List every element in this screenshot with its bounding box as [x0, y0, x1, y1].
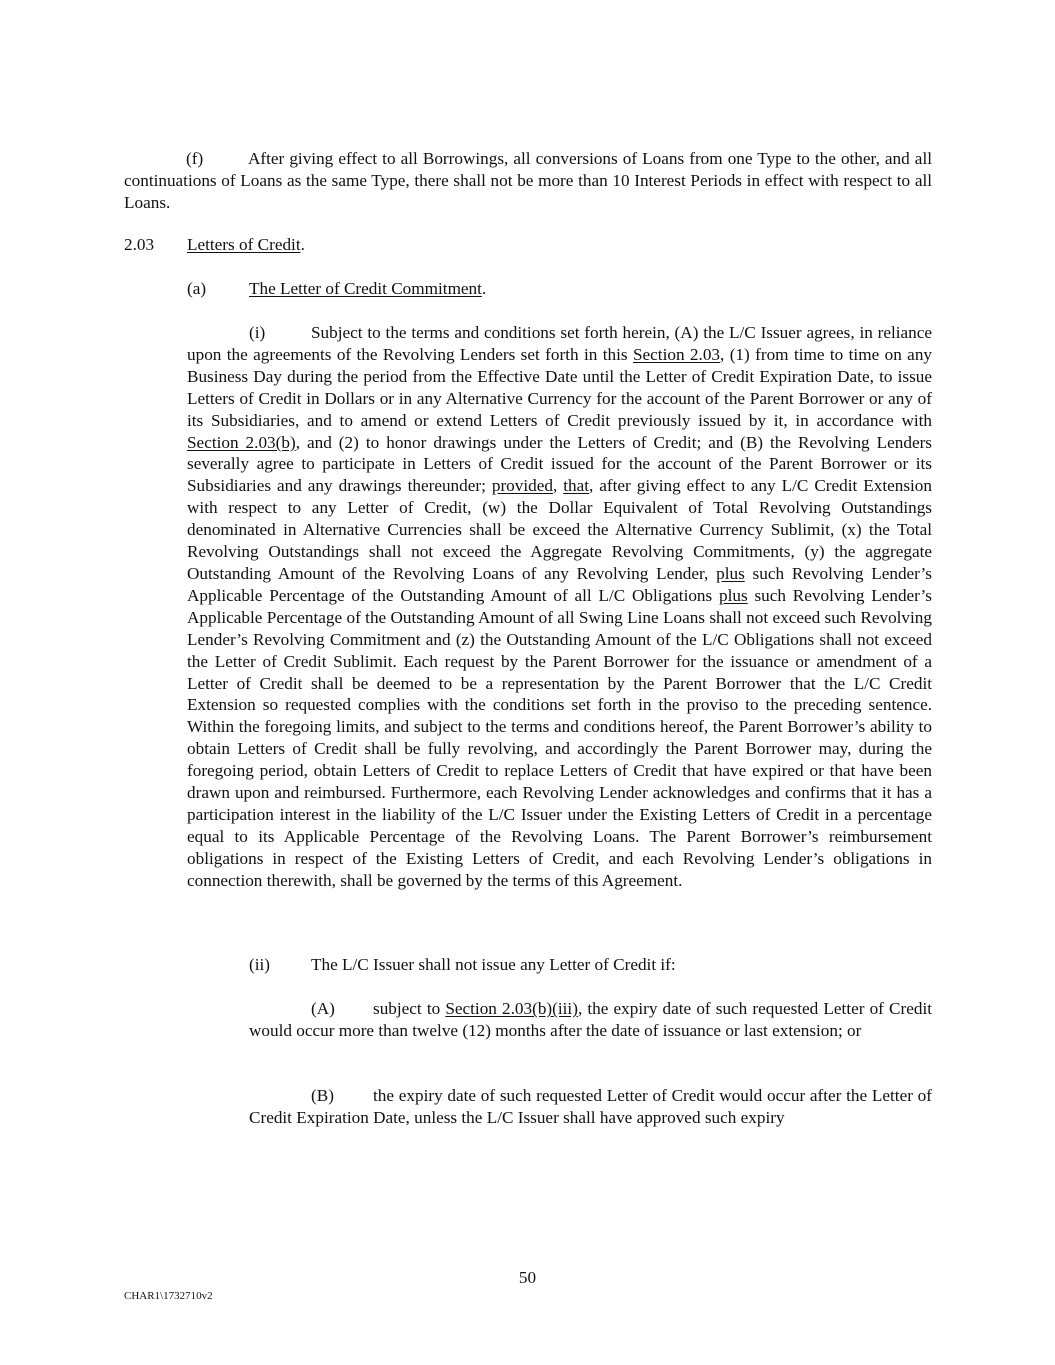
cross-reference: Section 2.03 — [632, 344, 721, 364]
text-segment: , and (2) to honor drawings under the Letters of Credit; and (B) the Revolving Lenders severally agree to participate in Letters of Credit issued for the account of the Parent Borrower or its Subsidiaries and any drawings thereunder; — [187, 432, 932, 496]
defined-term: plus — [716, 563, 745, 583]
section-heading — [124, 234, 932, 256]
page-number: 50 — [518, 1268, 537, 1287]
section-number: 2.03 — [124, 235, 155, 254]
paragraph-label: (B) — [311, 1086, 334, 1105]
cross-reference: Section 2.03(b) — [187, 432, 296, 452]
paragraph-text: The L/C Issuer shall not issue any Letter of Credit if: — [311, 955, 676, 974]
paragraph-ii — [249, 954, 932, 976]
paragraph-text: the expiry date of such requested Letter of Credit would occur after the Letter of Credit Expiration Date, unless the L/C Issuer shall have approved such expiry — [249, 1086, 932, 1127]
paragraph-label: (ii) — [249, 955, 270, 974]
paragraph-label: (f) — [186, 149, 204, 168]
text-segment: , the expiry date of such requested Letter of Credit would occur more than twelve (12) months after the date of issuance or last extension; or — [249, 999, 932, 1040]
text-segment: , (1) from time to time on any Business Day during the period from the Effective Date until the Letter of Credit Expiration Date, to issue Letters of Credit in Dollars or in any Alternative Currency for the account of the Parent Borrower or any of its Subsidiaries, and to amend or extend Letters of Credit previously issued by it, in accordance with — [187, 344, 933, 430]
subsection-title-end: . — [481, 279, 487, 298]
text-segment: Subject to the terms and conditions set forth herein, (A) the L/C Issuer agrees, in reliance upon the agreements of the Revolving Lenders set forth in this — [187, 323, 932, 364]
document-id: CHAR1\1732710v2 — [124, 1290, 213, 1302]
paragraph-B — [249, 1085, 932, 1129]
text-segment: , — [552, 476, 564, 496]
defined-term: that — [563, 476, 590, 496]
section-title-end: . — [300, 235, 305, 254]
paragraph-text: After giving effect to all Borrowings, all conversions of Loans from one Type to the other, and all continuations of Loans as the same Type, there shall not be more than 10 Interest Periods in effect with respect to all Loans. — [124, 149, 932, 212]
text-segment: subject to — [373, 999, 446, 1018]
text-segment: , after giving effect to any L/C Credit Extension with respect to any Letter of Credit, (w) the Dollar Equivalent of Total Revolving Outstandings denominated in Alternative Currencies shall be exceed the Alternative Currency Sublimit, (x) the Total Revolving Outstandings shall not exceed the Aggregate Revolving Commitments, (y) the aggregate Outstanding Amount of the Revolving Loans of any Revolving Lender, — [187, 476, 932, 583]
defined-term: plus — [719, 585, 748, 605]
subsection-heading — [187, 278, 932, 300]
text-segment: such Revolving Lender’s Applicable Percentage of the Outstanding Amount of all Swing Line Loans shall not exceed such Revolving Lender’s Revolving Commitment and (z) the Outstanding Amount of the L/C Obligations shall not exceed the Letter of Credit Sublimit. Each request by the Parent Borrower for the issuance or amendment of a Letter of Credit shall be deemed to be a representation by the Parent Borrower that the L/C Credit Extension so requested complies with the conditions set forth in the proviso to the preceding sentence. Within the foregoing limits, and subject to the terms and conditions hereof, the Parent Borrower’s ability to obtain Letters of Credit shall be fully revolving, and accordingly the Parent Borrower may, during the foregoing period, obtain Letters of Credit to replace Letters of Credit that have expired or that have been drawn upon and reimbursed. Furthermore, each Revolving Lender acknowledges and confirms that it has a participation interest in the liability of the L/C Issuer under the Existing Letters of Credit in a percentage equal to its Applicable Percentage of the Revolving Loans. The Parent Borrower’s reimbursement obligations in respect of the Existing Letters of Credit, and each Revolving Lender’s obligations in connection therewith, shall be governed by the terms of this Agreement. — [187, 585, 932, 890]
paragraph-f — [124, 148, 932, 214]
text-segment: such Revolving Lender’s Applicable Percentage of the Outstanding Amount of all L/C Obligations — [187, 563, 932, 605]
paragraph-i — [187, 322, 932, 892]
subsection-title: The Letter of Credit Commitment — [249, 279, 482, 298]
paragraph-label: (A) — [311, 999, 335, 1018]
defined-term: provided — [491, 476, 553, 496]
subsection-label: (a) — [187, 279, 207, 298]
paragraph-A — [249, 998, 932, 1042]
section-title: Letters of Credit — [187, 235, 301, 254]
paragraph-label: (i) — [249, 323, 266, 342]
cross-reference: Section 2.03(b)(iii) — [445, 999, 578, 1018]
